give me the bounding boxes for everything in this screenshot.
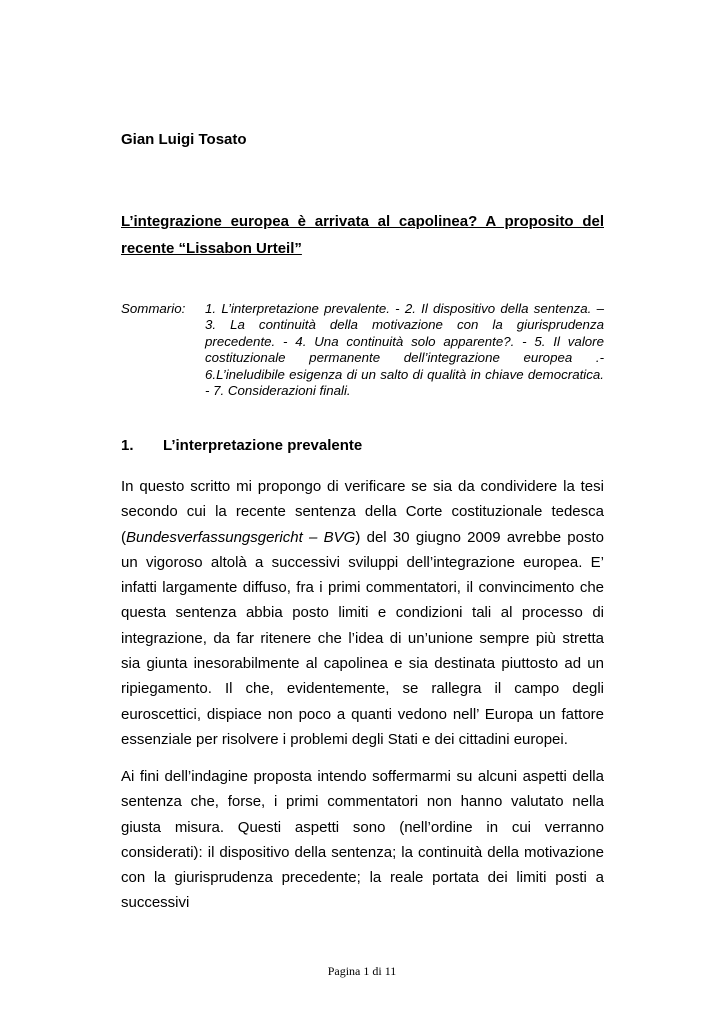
- summary-label: Sommario:: [121, 301, 186, 316]
- page-footer: Pagina 1 di 11: [327, 964, 397, 978]
- paragraph-1-italic: Bundesverfassungsgericht – BVG: [126, 528, 356, 546]
- section-heading: [121, 437, 362, 454]
- summary-text: 1. L’interpretazione prevalente. - 2. Il dispositivo della sentenza. – 3. La continuità della motivazione con la giurisprudenza precedente. - 4. Una continuità solo apparente?. - 5. Il valore costituzionale permanente dell’integrazione europea .- 6.L’ineludibile esigenza di un salto di qualità in chiave democratica. - 7. Considerazioni finali.: [205, 301, 604, 399]
- author-name: Gian Luigi Tosato: [121, 131, 247, 148]
- paragraph-1-part-2: ) del 30 giugno 2009 avrebbe posto un vigoroso altolà a successivi sviluppi dell’integrazione europea. E’ infatti largamente diffuso, fra i primi commentatori, il convincimento che questa sentenza abbia posto limiti e condizioni tali al processo di integrazione, da far ritenere che l’idea di un’unione sempre più stretta sia giunta inesorabilmente al capolinea e sia destinata piuttosto ad un ripiegamento. Il che, evidentemente, se rallegra il campo degli euroscettici, dispiace non poco a quanti vedono nell’ Europa un fattore essenziale per risolvere i problemi degli Stati e dei cittadini europei.: [121, 528, 605, 748]
- document-title: L’integrazione europea è arrivata al capolinea? A proposito del recente “Lissabon Urteil”: [121, 213, 604, 257]
- paragraph-1-part-1: In questo scritto mi propongo di verificare se sia da condividere la tesi secondo cui la recente sentenza della Corte costituzionale tedesca (: [121, 478, 604, 546]
- paragraph-2: Ai fini dell’indagine proposta intendo soffermarmi su alcuni aspetti della sentenza che, forse, i primi commentatori non hanno valutato nella giusta misura. Questi aspetti sono (nell’ordine in cui verranno considerati): il dispositivo della sentenza; la continuità della motivazione con la giurisprudenza precedente; la reale portata dei limiti posti a successivi: [121, 768, 604, 912]
- section-number: 1.: [121, 437, 134, 454]
- paragraph-1: [121, 474, 604, 752]
- section-title: L’interpretazione prevalente: [163, 437, 363, 454]
